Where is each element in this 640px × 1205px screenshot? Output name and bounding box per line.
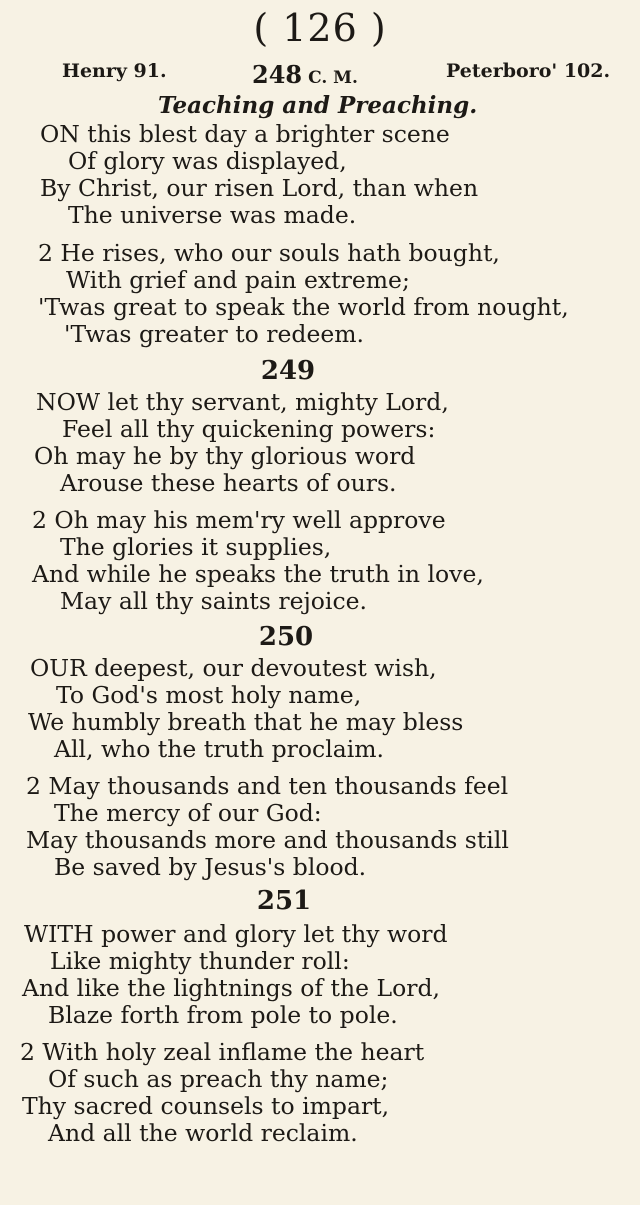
verse-line: May thousands more and thousands still <box>26 826 509 854</box>
hymn-subtitle: Teaching and Preaching. <box>158 92 478 119</box>
verse-line: Of such as preach thy name; <box>48 1065 389 1093</box>
meter-label: C. M. <box>308 68 358 88</box>
hymn-header <box>252 60 358 89</box>
verse-line: By Christ, our risen Lord, than when <box>40 174 479 202</box>
hymn-number: 251 <box>256 886 312 916</box>
verse-line: All, who the truth proclaim. <box>54 735 385 763</box>
verse-line: WITH power and glory let thy word <box>24 920 448 948</box>
page-number: ( 126 ) <box>253 6 387 50</box>
verse-line: Of glory was displayed, <box>68 147 347 175</box>
verse-line: To God's most holy name, <box>56 681 362 709</box>
verse-line: ON this blest day a brighter scene <box>40 120 450 148</box>
tune-name-left: Henry 91. <box>62 60 167 82</box>
verse-line: 2 Oh may his mem'ry well approve <box>32 506 446 534</box>
verse-line: Like mighty thunder roll: <box>50 947 350 975</box>
verse-line: OUR deepest, our devoutest wish, <box>30 654 437 682</box>
verse-line: 2 With holy zeal inflame the heart <box>20 1038 425 1066</box>
verse-line: Blaze forth from pole to pole. <box>48 1001 398 1029</box>
verse-line: Thy sacred counsels to impart, <box>22 1092 390 1120</box>
verse-line: Arouse these hearts of ours. <box>60 469 397 497</box>
hymn-number: 250 <box>258 622 314 652</box>
verse-line: The universe was made. <box>68 201 357 229</box>
verse-line: Be saved by Jesus's blood. <box>54 853 367 881</box>
verse-line: Oh may he by thy glorious word <box>34 442 416 470</box>
verse-line: With grief and pain extreme; <box>66 266 410 294</box>
hymn-number: 249 <box>260 356 316 386</box>
tune-name-right: Peterboro' 102. <box>446 60 611 82</box>
verse-line: The glories it supplies, <box>60 533 332 561</box>
verse-line: We humbly breath that he may bless <box>28 708 464 736</box>
verse-line: 'Twas great to speak the world from nought, <box>38 293 569 321</box>
verse-line: NOW let thy servant, mighty Lord, <box>36 388 449 416</box>
verse-line: 2 May thousands and ten thousands feel <box>26 772 509 800</box>
verse-line: And like the lightnings of the Lord, <box>22 974 441 1002</box>
verse-line: Feel all thy quickening powers: <box>62 415 436 443</box>
verse-line: 2 He rises, who our souls hath bought, <box>38 239 500 267</box>
hymn-number-header: 248 <box>252 60 303 89</box>
verse-line: And all the world reclaim. <box>48 1119 358 1147</box>
verse-line: The mercy of our God: <box>54 799 322 827</box>
verse-line: May all thy saints rejoice. <box>60 587 367 615</box>
verse-line: And while he speaks the truth in love, <box>32 560 484 588</box>
verse-line: 'Twas greater to redeem. <box>64 320 365 348</box>
